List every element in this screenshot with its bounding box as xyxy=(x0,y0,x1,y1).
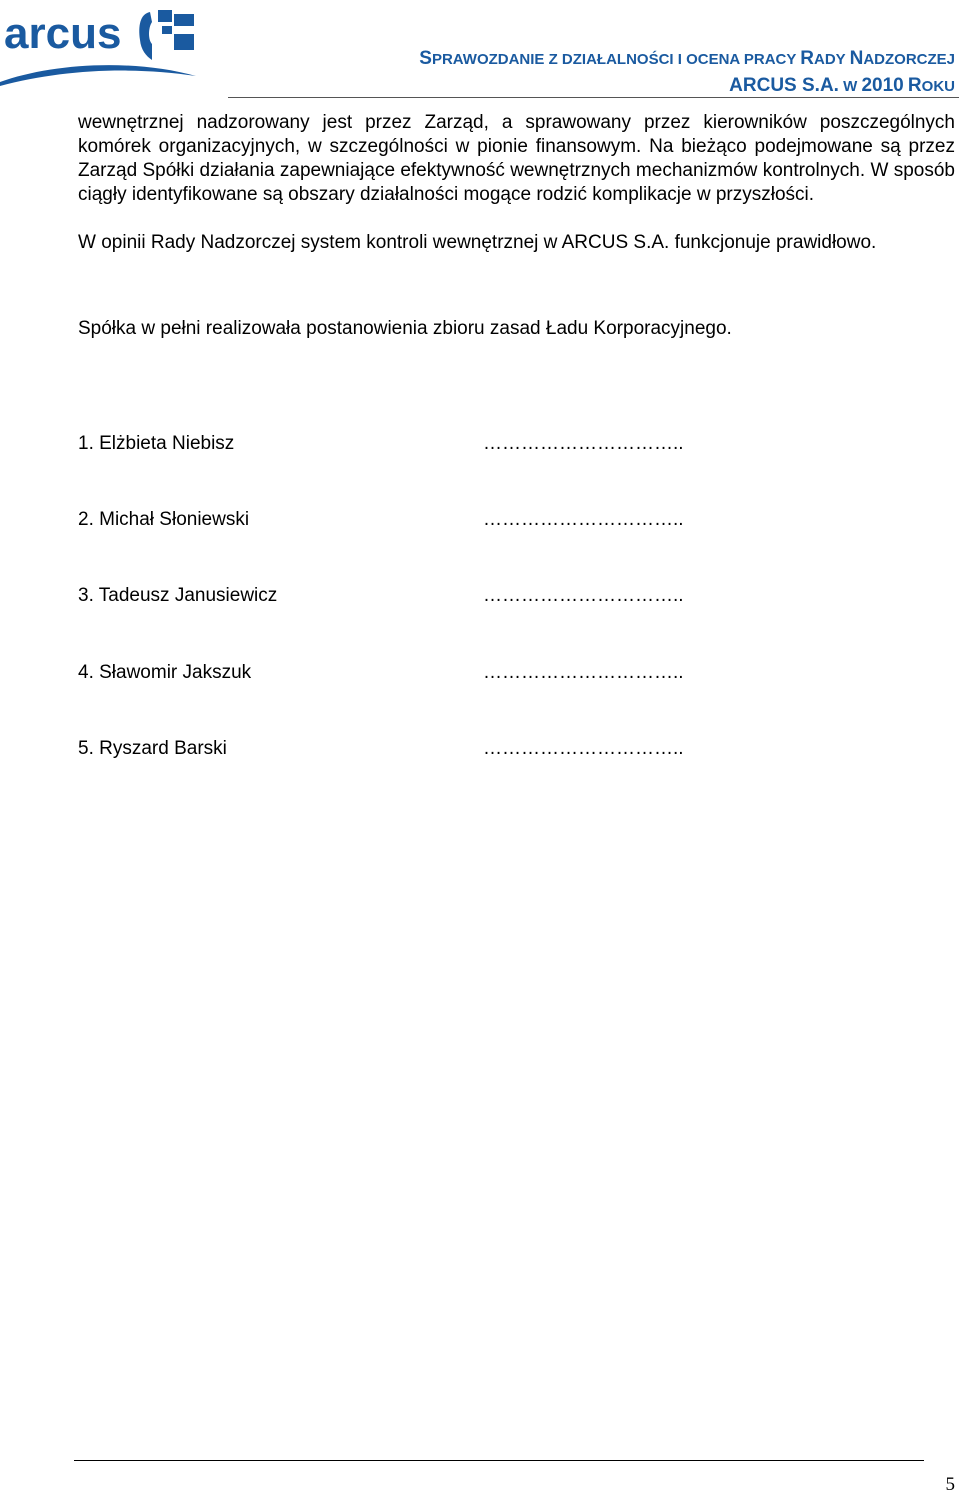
signatory-name: 3. Tadeusz Janusiewicz xyxy=(78,585,278,606)
logo-mark-icon xyxy=(139,10,194,60)
signature-row xyxy=(78,661,778,685)
paragraph-board-opinion: W opinii Rady Nadzorczej system kontroli wewnętrznej w ARCUS S.A. funkcjonuje prawidłowo. xyxy=(78,232,877,253)
footer-divider xyxy=(74,1460,924,1461)
header-title-part: ARCUS S.A. xyxy=(729,75,839,96)
header-title-part: R xyxy=(800,48,815,69)
signature-line: ………………………….. xyxy=(483,662,684,683)
header-title-line2 xyxy=(419,73,955,100)
signature-row xyxy=(78,737,778,761)
header-title-part: R xyxy=(907,75,922,96)
signature-line: ………………………….. xyxy=(483,509,684,530)
header-title-part: W xyxy=(838,78,862,95)
report-header-title xyxy=(419,46,955,100)
signatory-name: 2. Michał Słoniewski xyxy=(78,509,250,530)
signatory-name: 4. Sławomir Jakszuk xyxy=(78,662,252,683)
header-title-part: ADZORCZEJ xyxy=(863,51,955,68)
signature-row xyxy=(78,432,778,456)
header-title-part: S xyxy=(419,48,432,69)
signatory-name: 1. Elżbieta Niebisz xyxy=(78,433,235,454)
header-divider xyxy=(228,97,959,98)
page-number: 5 xyxy=(945,1474,955,1495)
paragraph-corporate-governance: Spółka w pełni realizowała postanowienia zbioru zasad Ładu Korporacyjnego. xyxy=(78,318,732,339)
header-title-part: PRAWOZDANIE Z DZIAŁALNOŚCI I OCENA PRACY xyxy=(431,51,801,68)
signature-row xyxy=(78,584,778,608)
signature-line: ………………………….. xyxy=(483,585,684,606)
header-title-part: ADY xyxy=(814,51,850,68)
header-title-part: 2010 xyxy=(861,75,904,96)
header-title-part: N xyxy=(849,48,864,69)
signature-row xyxy=(78,508,778,532)
logo-wordmark: arcus xyxy=(4,9,122,58)
header-title-part: OKU xyxy=(921,78,955,95)
signatory-name: 5. Ryszard Barski xyxy=(78,738,227,759)
signature-line: ………………………….. xyxy=(483,738,684,759)
logo-swoosh xyxy=(0,65,196,86)
arcus-logo xyxy=(0,0,200,92)
header-title-line1 xyxy=(419,46,955,73)
paragraph-internal-control: wewnętrznej nadzorowany jest przez Zarząd, a sprawowany przez kierowników poszczególnych komórek organizacyjnych, w szczególności w pionie finansowym. Na bieżąco podejmowane są przez Zarząd Spółki działania zapewniające efektywność wewnętrznych mechanizmów kontrolnych. W sposób ciągły identyfikowane są obszary działalności mogące rodzić komplikacje w przyszłości. xyxy=(78,112,955,205)
signature-line: ………………………….. xyxy=(483,433,684,454)
